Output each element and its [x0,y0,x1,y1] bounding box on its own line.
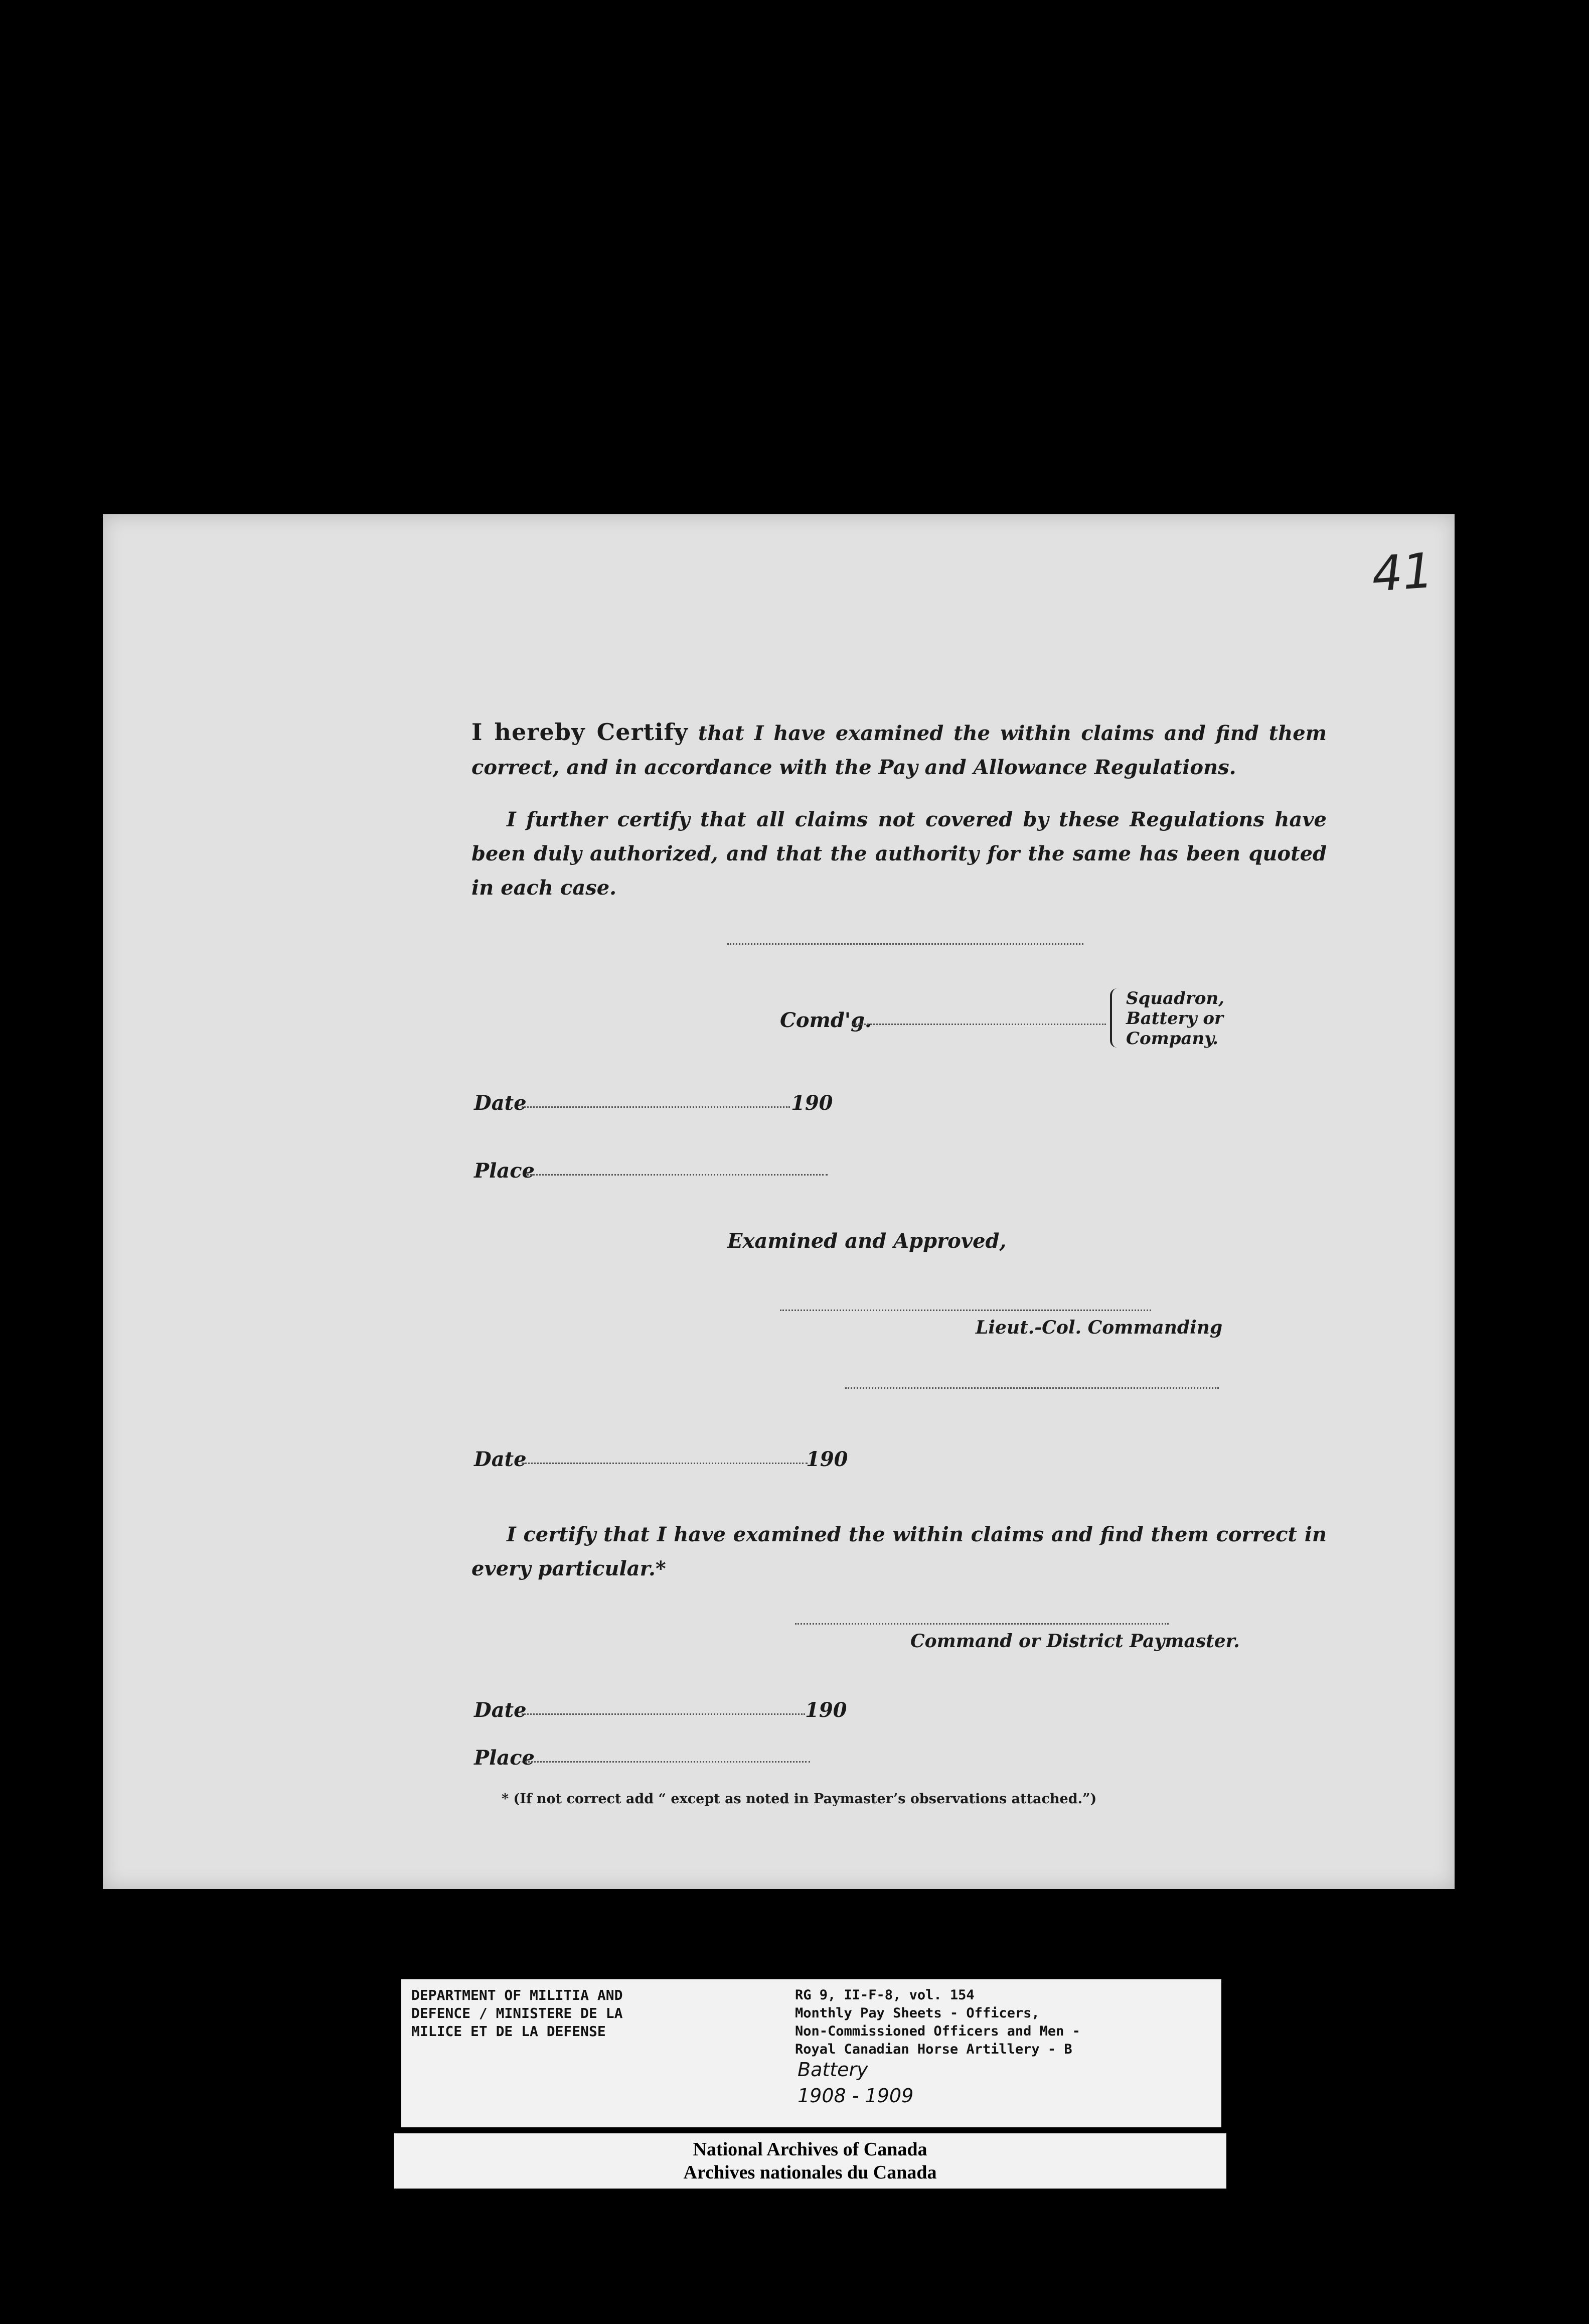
second-signature-line [845,1387,1219,1389]
paymaster-date-line [522,1713,805,1715]
approval-heading: Examined and Approved, [727,1229,1007,1253]
archive-reference-card [401,1979,1221,2127]
unit-squadron: Squadron, [1126,988,1224,1008]
reference-line: Non-Commissioned Officers and Men - [795,2023,1080,2039]
lt-col-label: Lieut.-Col. Commanding [976,1317,1223,1338]
archives-banner [394,2133,1226,2189]
date-label: Date [474,1091,527,1115]
pay-sheet-page [103,514,1455,1889]
place-line [527,1174,828,1176]
paymaster-statement: I certify that I have examined the within claims and find them correct in every particular.* [471,1523,1327,1580]
place-label: Place [474,1159,535,1183]
unit-company: Company. [1126,1029,1218,1049]
archives-name-fr: Archives nationales du Canada [683,2162,937,2183]
certify-lead: I hereby Certify [471,718,688,746]
paymaster-date-label: Date [474,1698,527,1722]
approval-date-label: Date [474,1447,527,1471]
approval-date-line [522,1463,808,1464]
paymaster-signature-line [795,1623,1169,1625]
further-certify-paragraph: I further certify that all claims not covered by these Regulations have been duly authorized, and that the authority for the same has been quoted in each case. [471,808,1327,900]
handwritten-years: 1908 - 1909 [798,2085,914,2107]
reference-line: RG 9, II-F-8, vol. 154 [795,1987,975,2003]
comdg-label: Comd'g. [780,1008,872,1032]
unit-brace [1110,988,1123,1048]
unit-options [1126,988,1224,1049]
paymaster-place-label: Place [474,1746,535,1770]
reference-line: Royal Canadian Horse Artillery - B [795,2042,1072,2057]
certify-paragraph [471,715,1327,785]
date-line [522,1106,790,1108]
reference-line: Monthly Pay Sheets - Officers, [795,2005,1040,2021]
footnote: * (If not correct add “ except as noted in Paymaster’s observations attached.”) [502,1791,1097,1807]
paymaster-date-year: 190 [805,1698,847,1722]
comdg-line [853,1024,1106,1025]
paymaster-label: Command or District Paymaster. [910,1631,1240,1652]
date-year: 190 [791,1091,833,1115]
department-name: DEPARTMENT OF MILITIA AND DEFENCE / MINISTERE DE LA MILICE ET DE LA DEFENSE [411,1987,623,2040]
handwritten-battery: Battery [798,2059,868,2081]
signature-line [727,943,1083,945]
unit-battery: Battery or [1126,1008,1223,1029]
reference-block [795,1986,1080,2059]
approval-date-year: 190 [806,1447,848,1471]
lt-col-signature-line [780,1310,1151,1311]
folio-number: 41 [1370,542,1435,603]
archives-name-en: National Archives of Canada [693,2139,927,2160]
paymaster-place-line [522,1761,810,1763]
certify-text: that I have examined the within claims and find them correct, and in accordance with the Pay and Allowance Regulations. [471,721,1327,779]
